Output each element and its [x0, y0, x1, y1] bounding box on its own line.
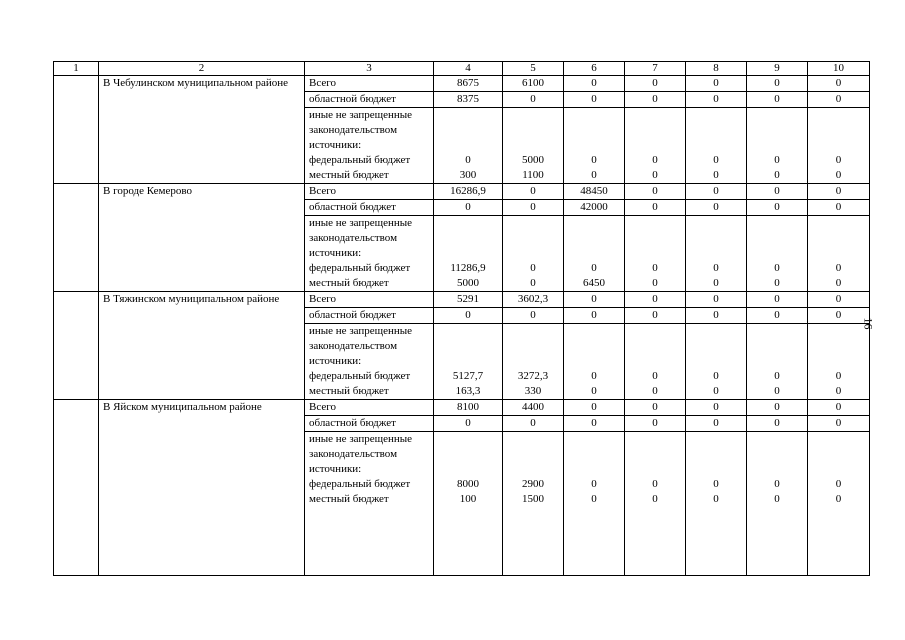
blank-space	[503, 432, 563, 447]
value-cell	[434, 216, 503, 292]
blank-space	[564, 354, 624, 369]
value-cell: 0	[564, 308, 625, 324]
value-cell	[808, 324, 870, 400]
blank-space	[625, 339, 685, 354]
blank-space	[686, 216, 746, 231]
local-value: 1100	[522, 169, 544, 181]
blank-space	[747, 123, 807, 138]
blank-space	[747, 138, 807, 153]
blank-space	[625, 216, 685, 231]
blank-space	[309, 507, 433, 575]
source-label: Всего	[305, 292, 434, 308]
blank-space	[503, 354, 563, 369]
value-cell: 0	[808, 416, 870, 432]
local-value: 0	[652, 493, 658, 505]
federal-label: федеральный бюджет	[309, 154, 411, 166]
value-cell	[434, 108, 503, 184]
page-number: 16	[861, 317, 876, 330]
blank-space	[503, 138, 563, 153]
value-cell: 0	[625, 416, 686, 432]
other-sources-label: иные не запрещенные законодательством источники:	[309, 433, 413, 475]
blank-space	[625, 123, 685, 138]
federal-value: 0	[774, 154, 780, 166]
row-number-cell	[54, 184, 99, 292]
source-label: Всего	[305, 76, 434, 92]
blank-space	[434, 354, 502, 369]
local-value: 0	[713, 385, 719, 397]
value-cell: 0	[808, 92, 870, 108]
blank-space	[434, 432, 502, 447]
value-cell	[625, 108, 686, 184]
value-cell: 8100	[434, 400, 503, 416]
blank-space	[625, 447, 685, 462]
federal-value: 0	[774, 262, 780, 274]
value-cell: 0	[503, 92, 564, 108]
source-label: Всего	[305, 184, 434, 200]
federal-value: 0	[591, 370, 597, 382]
value-cell: 0	[625, 308, 686, 324]
other-sources-cell	[305, 216, 434, 292]
blank-space	[503, 123, 563, 138]
blank-space	[686, 231, 746, 246]
federal-value: 3272,3	[517, 370, 549, 382]
federal-value: 0	[713, 154, 719, 166]
local-value: 300	[459, 169, 477, 181]
value-cell: 0	[686, 292, 747, 308]
federal-value: 0	[835, 154, 842, 166]
value-cell: 0	[625, 400, 686, 416]
blank-space	[686, 123, 746, 138]
blank-space	[686, 246, 746, 261]
value-cell: 0	[686, 400, 747, 416]
local-value: 0	[774, 277, 780, 289]
local-value: 6450	[583, 277, 605, 289]
blank-space	[625, 108, 685, 123]
blank-space	[564, 246, 624, 261]
other-sources-label: иные не запрещенные законодательством источники:	[309, 217, 413, 259]
value-cell	[564, 432, 625, 576]
value-cell	[564, 108, 625, 184]
federal-value: 5127,7	[452, 370, 484, 382]
blank-space	[625, 462, 685, 477]
blank-space	[434, 108, 502, 123]
value-cell: 0	[434, 416, 503, 432]
blank-space	[434, 462, 502, 477]
value-cell	[564, 324, 625, 400]
other-sources-cell	[305, 432, 434, 576]
other-sources-label: иные не запрещенные законодательством источники:	[309, 325, 413, 367]
federal-value: 0	[774, 370, 780, 382]
local-value: 1500	[522, 493, 544, 505]
local-value: 0	[774, 493, 780, 505]
local-value: 0	[591, 385, 597, 397]
value-cell: 0	[503, 416, 564, 432]
value-cell: 0	[808, 292, 870, 308]
value-cell: 0	[503, 308, 564, 324]
blank-space	[747, 339, 807, 354]
value-cell: 0	[434, 200, 503, 216]
blank-space	[808, 432, 869, 447]
source-label: областной бюджет	[305, 92, 434, 108]
local-label: местный бюджет	[309, 385, 389, 397]
other-sources-label: иные не запрещенные законодательством источники:	[309, 109, 413, 151]
blank-space	[503, 447, 563, 462]
column-number: 1	[54, 62, 99, 76]
value-cell: 16286,9	[434, 184, 503, 200]
value-cell: 0	[564, 400, 625, 416]
blank-space	[747, 324, 807, 339]
federal-value: 0	[713, 478, 719, 490]
value-cell	[625, 324, 686, 400]
value-cell	[686, 216, 747, 292]
local-value: 330	[524, 385, 542, 397]
value-cell: 0	[686, 92, 747, 108]
blank-space	[808, 447, 869, 462]
column-number: 4	[434, 62, 503, 76]
federal-value: 0	[713, 262, 719, 274]
blank-space	[808, 324, 869, 339]
column-number: 8	[686, 62, 747, 76]
value-cell: 0	[808, 184, 870, 200]
value-cell	[747, 108, 808, 184]
local-value: 0	[652, 277, 658, 289]
blank-space	[747, 231, 807, 246]
blank-space	[434, 231, 502, 246]
value-cell: 8675	[434, 76, 503, 92]
federal-value: 0	[835, 370, 842, 382]
value-cell: 5291	[434, 292, 503, 308]
local-label: местный бюджет	[309, 493, 389, 505]
blank-space	[434, 339, 502, 354]
blank-space	[564, 138, 624, 153]
blank-space	[686, 339, 746, 354]
federal-value: 8000	[457, 478, 479, 490]
column-number: 10	[808, 62, 870, 76]
blank-space	[808, 216, 869, 231]
blank-space	[747, 432, 807, 447]
federal-value: 0	[835, 262, 842, 274]
value-cell: 0	[434, 308, 503, 324]
budget-table	[53, 61, 870, 576]
blank-space	[503, 339, 563, 354]
value-cell	[503, 324, 564, 400]
blank-space	[808, 462, 869, 477]
local-value: 5000	[457, 277, 479, 289]
blank-space	[625, 138, 685, 153]
blank-space	[747, 447, 807, 462]
local-value: 0	[835, 169, 842, 181]
blank-space	[434, 123, 502, 138]
value-cell	[503, 432, 564, 576]
source-label: областной бюджет	[305, 308, 434, 324]
blank-space	[747, 108, 807, 123]
value-cell: 0	[747, 76, 808, 92]
blank-space	[564, 231, 624, 246]
other-sources-cell	[305, 324, 434, 400]
blank-space	[434, 324, 502, 339]
blank-space	[808, 354, 869, 369]
blank-space	[434, 246, 502, 261]
value-cell: 0	[503, 184, 564, 200]
blank-space	[686, 447, 746, 462]
blank-space	[747, 462, 807, 477]
local-value: 0	[530, 277, 536, 289]
blank-space	[747, 354, 807, 369]
value-cell: 0	[625, 184, 686, 200]
value-cell	[625, 216, 686, 292]
blank-space	[564, 108, 624, 123]
value-cell: 0	[747, 292, 808, 308]
federal-value: 0	[465, 154, 471, 166]
blank-space	[625, 246, 685, 261]
blank-space	[747, 216, 807, 231]
value-cell: 0	[808, 400, 870, 416]
blank-space	[808, 123, 869, 138]
local-value: 0	[835, 493, 842, 505]
value-cell: 0	[625, 292, 686, 308]
blank-space	[808, 138, 869, 153]
federal-value: 0	[652, 154, 658, 166]
local-value: 0	[713, 169, 719, 181]
blank-space	[808, 246, 869, 261]
federal-value: 11286,9	[450, 262, 486, 274]
blank-space	[625, 324, 685, 339]
value-cell: 0	[808, 308, 870, 324]
local-value: 0	[835, 277, 842, 289]
federal-label: федеральный бюджет	[309, 478, 411, 490]
federal-value: 0	[591, 478, 597, 490]
region-total-row	[54, 400, 870, 416]
blank-space	[564, 462, 624, 477]
local-value: 0	[652, 385, 658, 397]
region-total-row	[54, 76, 870, 92]
source-label: областной бюджет	[305, 200, 434, 216]
region-total-row	[54, 292, 870, 308]
row-number-cell	[54, 76, 99, 184]
blank-space	[686, 138, 746, 153]
value-cell: 8375	[434, 92, 503, 108]
column-number: 5	[503, 62, 564, 76]
federal-label: федеральный бюджет	[309, 262, 411, 274]
column-number: 2	[99, 62, 305, 76]
local-value: 100	[459, 493, 477, 505]
value-cell	[564, 216, 625, 292]
federal-value: 0	[713, 370, 719, 382]
blank-space	[434, 216, 502, 231]
column-number: 7	[625, 62, 686, 76]
region-name: В Чебулинском муниципальном районе	[99, 76, 305, 184]
local-value: 0	[652, 169, 658, 181]
local-label: местный бюджет	[309, 169, 389, 181]
blank-space	[625, 432, 685, 447]
blank-space	[625, 231, 685, 246]
column-number: 3	[305, 62, 434, 76]
blank-space	[503, 108, 563, 123]
federal-value: 0	[652, 478, 658, 490]
local-value: 0	[835, 385, 842, 397]
row-number-cell	[54, 292, 99, 400]
blank-space	[564, 432, 624, 447]
value-cell	[686, 324, 747, 400]
value-cell	[747, 216, 808, 292]
value-cell	[503, 108, 564, 184]
blank-space	[564, 447, 624, 462]
value-cell: 6100	[503, 76, 564, 92]
value-cell: 0	[747, 184, 808, 200]
federal-value: 0	[530, 262, 536, 274]
value-cell: 0	[564, 76, 625, 92]
value-cell: 0	[625, 200, 686, 216]
blank-space	[564, 324, 624, 339]
value-cell: 0	[564, 416, 625, 432]
value-cell	[808, 216, 870, 292]
local-value: 0	[713, 277, 719, 289]
blank-space	[503, 324, 563, 339]
blank-space	[564, 339, 624, 354]
value-cell	[808, 108, 870, 184]
value-cell: 0	[564, 292, 625, 308]
value-cell: 4400	[503, 400, 564, 416]
blank-space	[503, 462, 563, 477]
blank-space	[434, 138, 502, 153]
local-value: 0	[774, 169, 780, 181]
value-cell: 0	[686, 416, 747, 432]
source-label: областной бюджет	[305, 416, 434, 432]
federal-value: 0	[591, 262, 597, 274]
local-value: 0	[591, 169, 597, 181]
value-cell: 0	[747, 200, 808, 216]
source-label: Всего	[305, 400, 434, 416]
local-value: 163,3	[455, 385, 481, 397]
blank-space	[503, 231, 563, 246]
value-cell: 0	[747, 416, 808, 432]
other-sources-cell	[305, 108, 434, 184]
federal-value: 5000	[522, 154, 544, 166]
blank-space	[686, 462, 746, 477]
value-cell: 0	[503, 200, 564, 216]
value-cell	[434, 324, 503, 400]
column-number-row	[54, 62, 870, 76]
value-cell	[747, 432, 808, 576]
value-cell: 42000	[564, 200, 625, 216]
region-name: В Тяжинском муниципальном районе	[99, 292, 305, 400]
value-cell: 0	[625, 92, 686, 108]
column-number: 9	[747, 62, 808, 76]
value-cell	[808, 432, 870, 576]
value-cell: 0	[808, 200, 870, 216]
value-cell: 3602,3	[503, 292, 564, 308]
blank-space	[686, 432, 746, 447]
federal-value: 0	[652, 262, 658, 274]
value-cell	[434, 432, 503, 576]
value-cell	[747, 324, 808, 400]
local-value: 0	[591, 493, 597, 505]
local-label: местный бюджет	[309, 277, 389, 289]
row-number-cell	[54, 400, 99, 576]
value-cell: 0	[686, 308, 747, 324]
region-name: В городе Кемерово	[99, 184, 305, 292]
federal-label: федеральный бюджет	[309, 370, 411, 382]
value-cell: 0	[686, 76, 747, 92]
blank-space	[808, 108, 869, 123]
blank-space	[434, 447, 502, 462]
region-name: В Яйском муниципальном районе	[99, 400, 305, 576]
value-cell: 0	[686, 200, 747, 216]
federal-value: 0	[774, 478, 780, 490]
value-cell: 0	[564, 92, 625, 108]
blank-space	[686, 354, 746, 369]
value-cell: 0	[747, 400, 808, 416]
blank-space	[503, 216, 563, 231]
value-cell	[686, 432, 747, 576]
value-cell: 0	[808, 76, 870, 92]
blank-space	[686, 324, 746, 339]
region-total-row	[54, 184, 870, 200]
value-cell: 0	[625, 76, 686, 92]
blank-space	[808, 231, 869, 246]
blank-space	[747, 246, 807, 261]
value-cell	[686, 108, 747, 184]
value-cell: 48450	[564, 184, 625, 200]
blank-space	[625, 354, 685, 369]
federal-value: 2900	[522, 478, 544, 490]
blank-space	[564, 216, 624, 231]
blank-space	[686, 108, 746, 123]
federal-value: 0	[652, 370, 658, 382]
table-body	[54, 62, 870, 576]
federal-value: 0	[835, 478, 842, 490]
value-cell: 0	[747, 92, 808, 108]
value-cell	[503, 216, 564, 292]
value-cell	[625, 432, 686, 576]
local-value: 0	[713, 493, 719, 505]
blank-space	[503, 246, 563, 261]
blank-space	[564, 123, 624, 138]
value-cell: 0	[686, 184, 747, 200]
blank-space	[808, 339, 869, 354]
federal-value: 0	[591, 154, 597, 166]
value-cell: 0	[747, 308, 808, 324]
column-number: 6	[564, 62, 625, 76]
local-value: 0	[774, 385, 780, 397]
